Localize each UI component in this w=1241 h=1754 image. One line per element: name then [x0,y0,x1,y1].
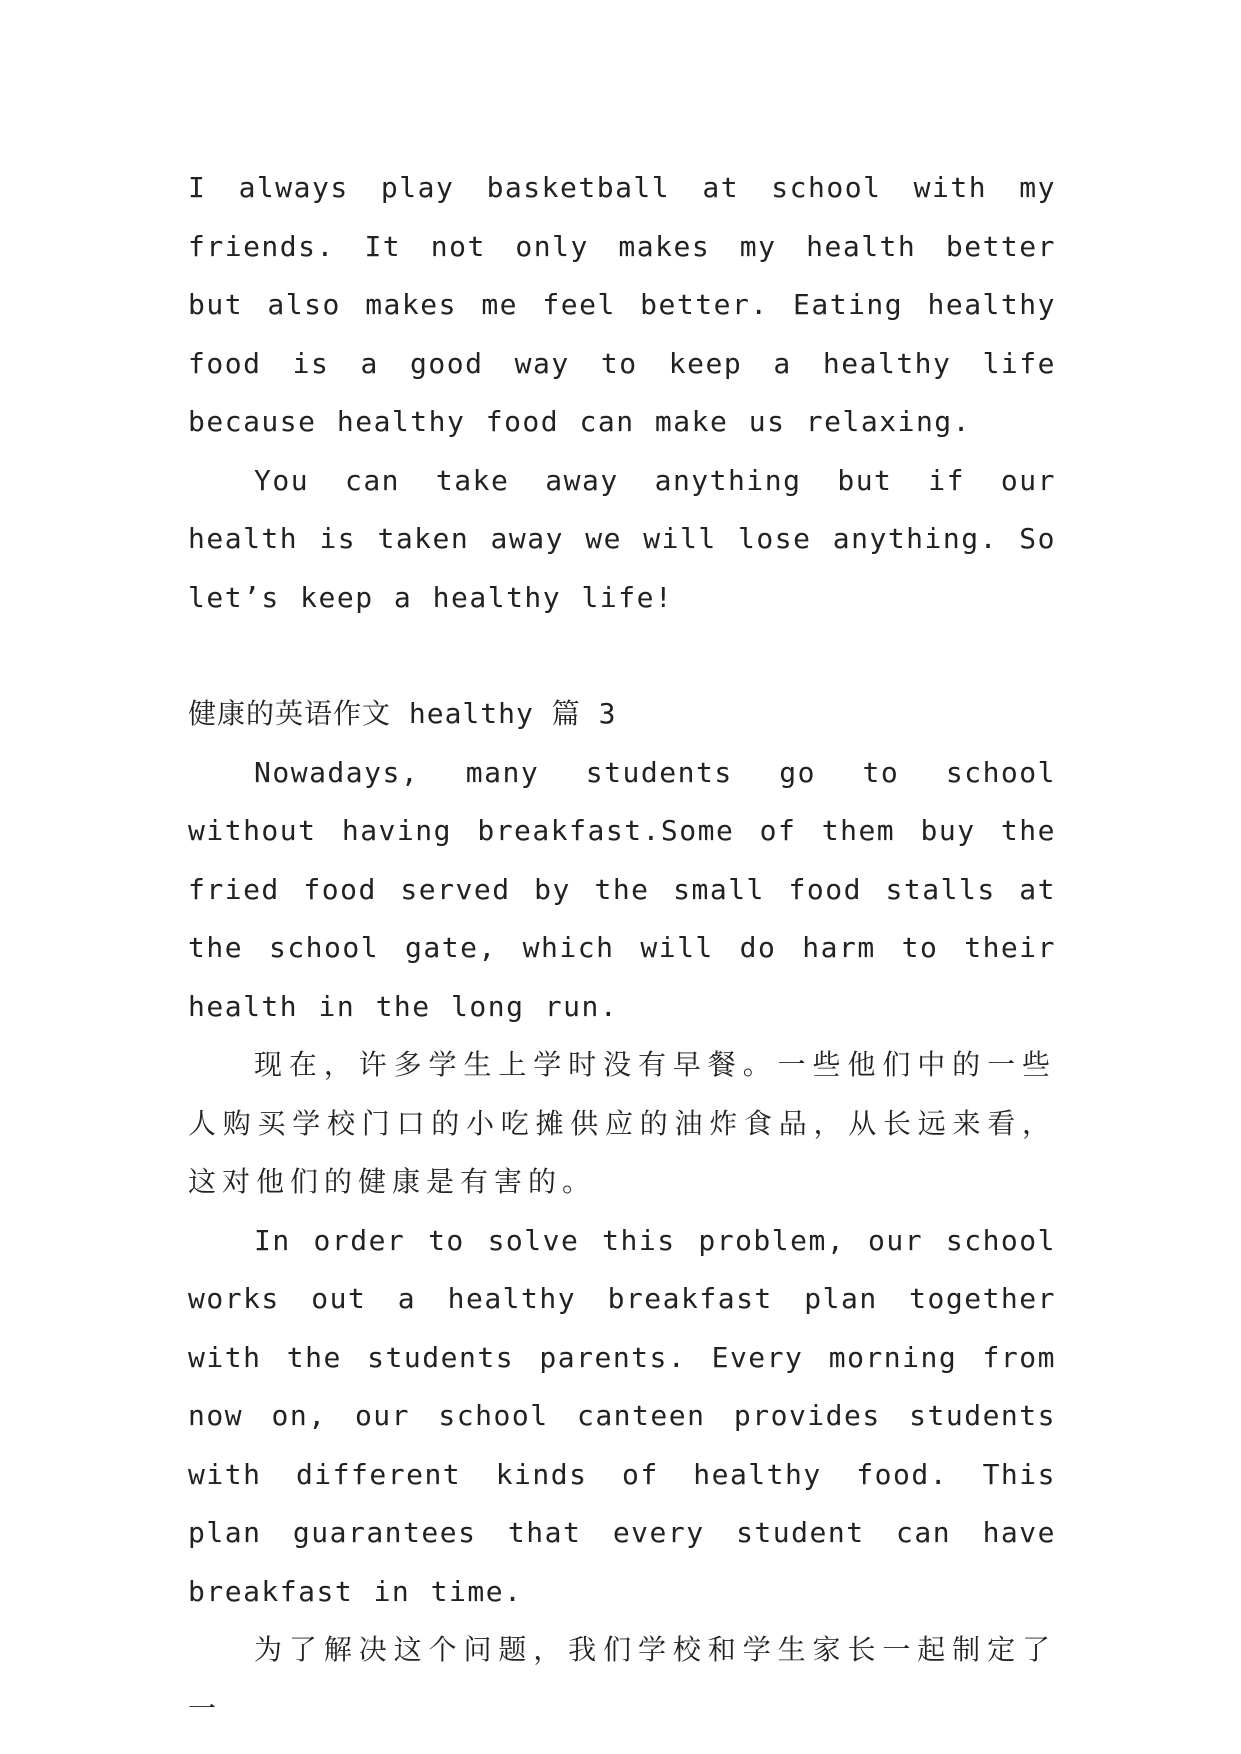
paragraph-health-conclusion: You can take away anything but if our health is taken away we will lose anything. So let’s keep a healthy life! [188,463,1056,614]
paragraph-breakfast-english: Nowadays, many students go to school without having breakfast.Some of them buy the fried food served by the small food stalls at the school gate, which will do harm to their health in the long run. [188,755,1056,1023]
document-body [188,159,1056,1738]
paragraph-basketball: I always play basketball at school with my friends. It not only makes my health better but also makes me feel better. Eating healthy food is a good way to keep a healthy life because healthy food can make us relaxing. [188,171,1056,438]
paragraph-plan-chinese: 为了解决这个问题，我们学校和学生家长一起制定了一 [188,1633,1056,1725]
paragraph-plan-english: In order to solve this problem, our school works out a healthy breakfast plan together with the students parents. Every morning from now on, our school canteen provides students with different kinds of healthy food. This plan guarantees that every student can have breakfast in time. [188,1223,1056,1608]
section-heading: 健康的英语作文 healthy 篇 3 [188,697,617,730]
paragraph-breakfast-chinese: 现在，许多学生上学时没有早餐。一些他们中的一些人购买学校门口的小吃摊供应的油炸食品，从长远来看，这对他们的健康是有害的。 [188,1048,1056,1198]
